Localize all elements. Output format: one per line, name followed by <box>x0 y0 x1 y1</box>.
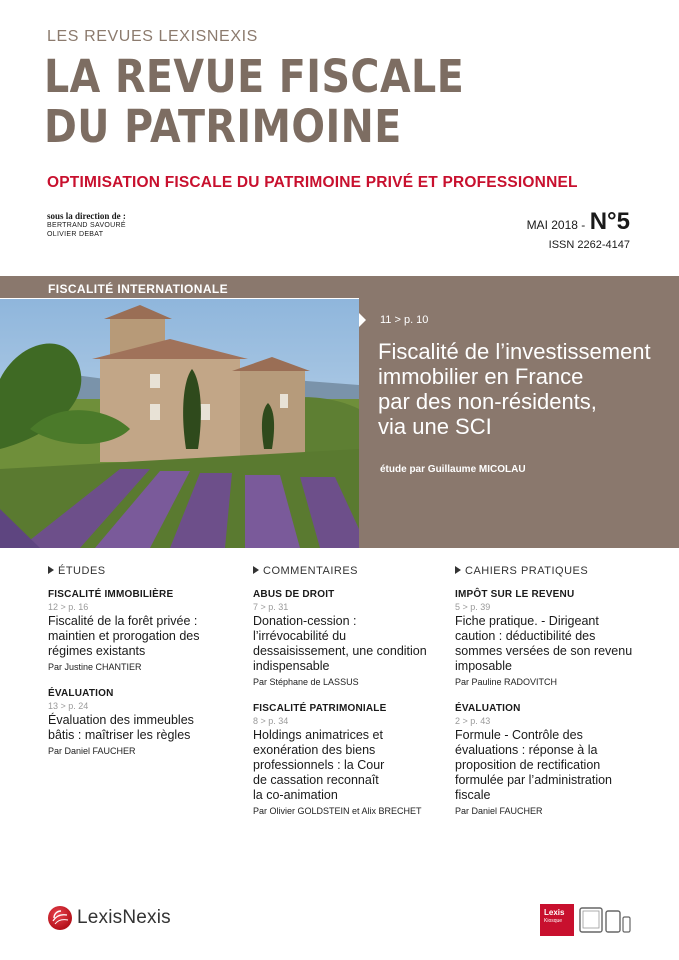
article-reference: 12 > p. 16 <box>48 602 89 612</box>
feature-title-line: par des non-résidents, <box>378 389 597 414</box>
editorial-direction <box>47 211 126 239</box>
journal-title <box>44 52 464 152</box>
journal-title-line-1: LA REVUE FISCALE <box>44 50 465 103</box>
article-rubric: FISCALITÉ IMMOBILIÈRE <box>48 589 174 600</box>
article-reference: 2 > p. 43 <box>455 716 491 726</box>
article-title: Évaluation des immeubles bâtis : maîtriser les règles <box>48 713 194 742</box>
article-rubric: FISCALITÉ PATRIMONIALE <box>253 703 387 714</box>
article-reference: 8 > p. 34 <box>253 716 289 726</box>
column-heading: ÉTUDES <box>48 565 238 577</box>
column-etudes <box>48 565 238 772</box>
triangle-right-icon <box>253 566 259 574</box>
lexisnexis-globe-icon <box>48 906 72 930</box>
feature-title-line: Fiscalité de l’investissement <box>378 339 651 364</box>
column-cahiers-pratiques <box>455 565 645 832</box>
director-name: BERTRAND SAVOURÉ <box>47 222 126 229</box>
journal-title-line-2: DU PATRIMOINE <box>44 100 402 153</box>
article-entry[interactable] <box>455 589 645 687</box>
column-heading: CAHIERS PRATIQUES <box>455 565 645 577</box>
article-title: Fiche pratique. - Dirigeant caution : déductibilité des sommes versées de son revenu imposable <box>455 614 633 673</box>
issn: ISSN 2262-4147 <box>548 239 630 251</box>
cover-photo <box>0 299 359 548</box>
feature-reference: 11 > p. 10 <box>380 314 429 326</box>
lexisnexis-logo <box>48 906 171 930</box>
lexis-kiosque-badge <box>540 904 574 936</box>
feature-section-label: FISCALITÉ INTERNATIONALE <box>48 282 229 296</box>
brand-name: LexisNexis <box>77 907 171 928</box>
feature-title[interactable] <box>378 339 668 439</box>
feature-author: étude par Guillaume MICOLAU <box>380 464 526 475</box>
article-title: Formule - Contrôle des évaluations : réponse à la proposition de rectification formulée par l’administration fiscale <box>455 728 613 802</box>
devices-icon <box>579 905 631 940</box>
article-author: Par Olivier GOLDSTEIN et Alix BRECHET <box>253 806 422 816</box>
article-entry[interactable] <box>48 589 238 672</box>
article-rubric: ABUS DE DROIT <box>253 589 335 600</box>
article-title: Holdings animatrices et exonération des biens professionnels : la Cour de cassation reconnaît la co-animation <box>253 728 385 802</box>
direction-label: sous la direction de : <box>47 211 126 221</box>
badge-subtitle: Kiosque <box>544 918 563 924</box>
triangle-right-icon <box>48 566 54 574</box>
article-author: Par Stéphane de LASSUS <box>253 677 359 687</box>
article-author: Par Daniel FAUCHER <box>48 746 136 756</box>
article-title: Donation-cession : l’irrévocabilité du dessaisissement, une condition indispensable <box>253 614 427 673</box>
triangle-right-icon <box>455 566 461 574</box>
director-name: OLIVIER DEBAT <box>47 231 104 238</box>
column-heading: COMMENTAIRES <box>253 565 443 577</box>
article-rubric: IMPÔT SUR LE REVENU <box>455 589 575 600</box>
article-entry[interactable] <box>253 589 443 687</box>
issue-number: N°5 <box>589 208 630 235</box>
column-commentaires <box>253 565 443 832</box>
feature-pointer <box>359 313 366 327</box>
badge-title: Lexis <box>544 908 565 917</box>
article-reference: 13 > p. 24 <box>48 701 89 711</box>
article-entry[interactable] <box>253 703 443 816</box>
article-entry[interactable] <box>48 688 238 756</box>
article-author: Par Pauline RADOVITCH <box>455 677 558 687</box>
publisher-name: LES REVUES LEXISNEXIS <box>47 28 258 45</box>
article-reference: 5 > p. 39 <box>455 602 491 612</box>
journal-subtitle: OPTIMISATION FISCALE DU PATRIMOINE PRIVÉ ET PROFESSIONNEL <box>47 174 578 191</box>
feature-title-line: via une SCI <box>378 414 492 439</box>
article-title: Fiscalité de la forêt privée : maintien et prorogation des régimes existants <box>48 614 200 658</box>
feature-title-line: immobilier en France <box>378 364 584 389</box>
issue-date: MAI 2018 - <box>526 218 586 232</box>
article-rubric: ÉVALUATION <box>455 703 521 714</box>
issue-info <box>527 208 630 251</box>
article-author: Par Justine CHANTIER <box>48 662 142 672</box>
article-reference: 7 > p. 31 <box>253 602 289 612</box>
article-entry[interactable] <box>455 703 645 816</box>
article-rubric: ÉVALUATION <box>48 688 114 699</box>
article-author: Par Daniel FAUCHER <box>455 806 543 816</box>
